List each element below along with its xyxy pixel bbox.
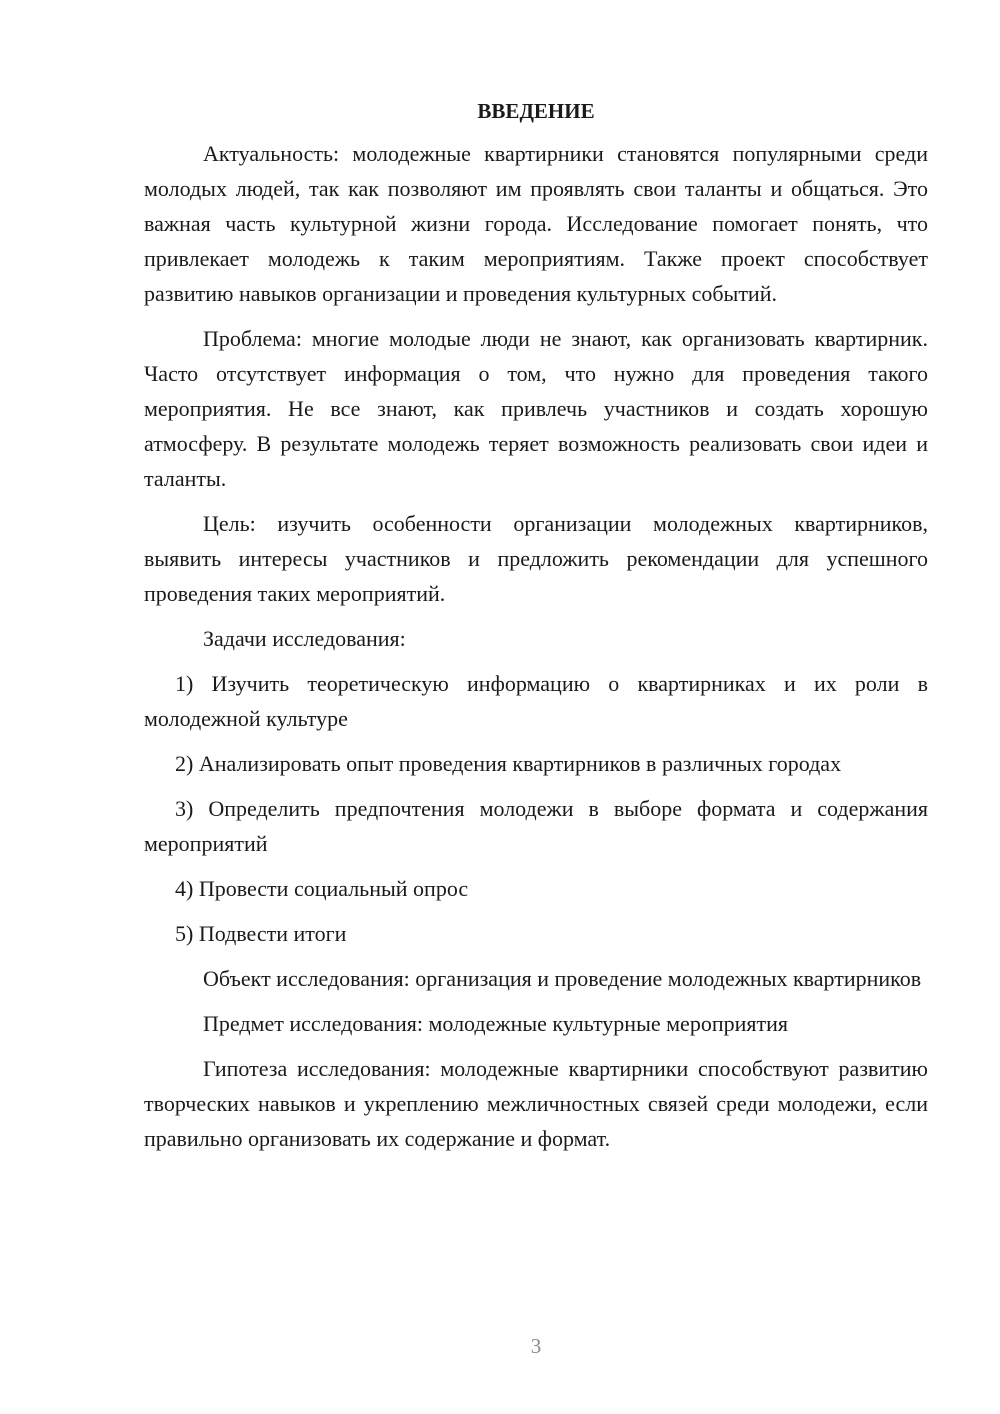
paragraph-hypothesis: Гипотеза исследования: молодежные квартирники способствуют развитию творческих навыков и укреплению межличностных связей среди молодежи, если правильно организовать их содержание и формат. [144,1056,928,1151]
page-number: 3 [530,1334,542,1358]
task-item-1: 1) Изучить теоретическую информацию о квартирниках и их роли в молодежной культуре [144,671,928,731]
task-item-5: 5) Подвести итоги [175,921,347,946]
task-item-4: 4) Провести социальный опрос [175,876,469,901]
task-item-3: 3) Определить предпочтения молодежи в выборе формата и содержания мероприятий [144,796,928,856]
paragraph-relevance: Актуальность: молодежные квартирники становятся популярными среди молодых людей, так как позволяют им проявлять свои таланты и общаться. Это важная часть культурной жизни города. Исследование помогает понять, что привлекает молодежь к таким мероприятиям. Также проект способствует развитию навыков организации и проведения культурных событий. [144,141,928,306]
paragraph-object: Объект исследования: организация и проведение молодежных квартирников [203,966,922,991]
paragraph-tasks-heading: Задачи исследования: [203,626,406,651]
task-item-2: 2) Анализировать опыт проведения квартирников в различных городах [175,751,842,776]
section-title: ВВЕДЕНИЕ [477,99,595,123]
paragraph-subject: Предмет исследования: молодежные культурные мероприятия [203,1011,788,1036]
paragraph-goal: Цель: изучить особенности организации молодежных квартирников, выявить интересы участников и предложить рекомендации для успешного проведения таких мероприятий. [144,511,928,606]
document-body [144,96,928,1156]
paragraph-problem: Проблема: многие молодые люди не знают, как организовать квартирник. Часто отсутствует информация о том, что нужно для проведения такого мероприятия. Не все знают, как привлечь участников и создать хорошую атмосферу. В результате молодежь теряет возможность реализовать свои идеи и таланты. [144,326,928,491]
